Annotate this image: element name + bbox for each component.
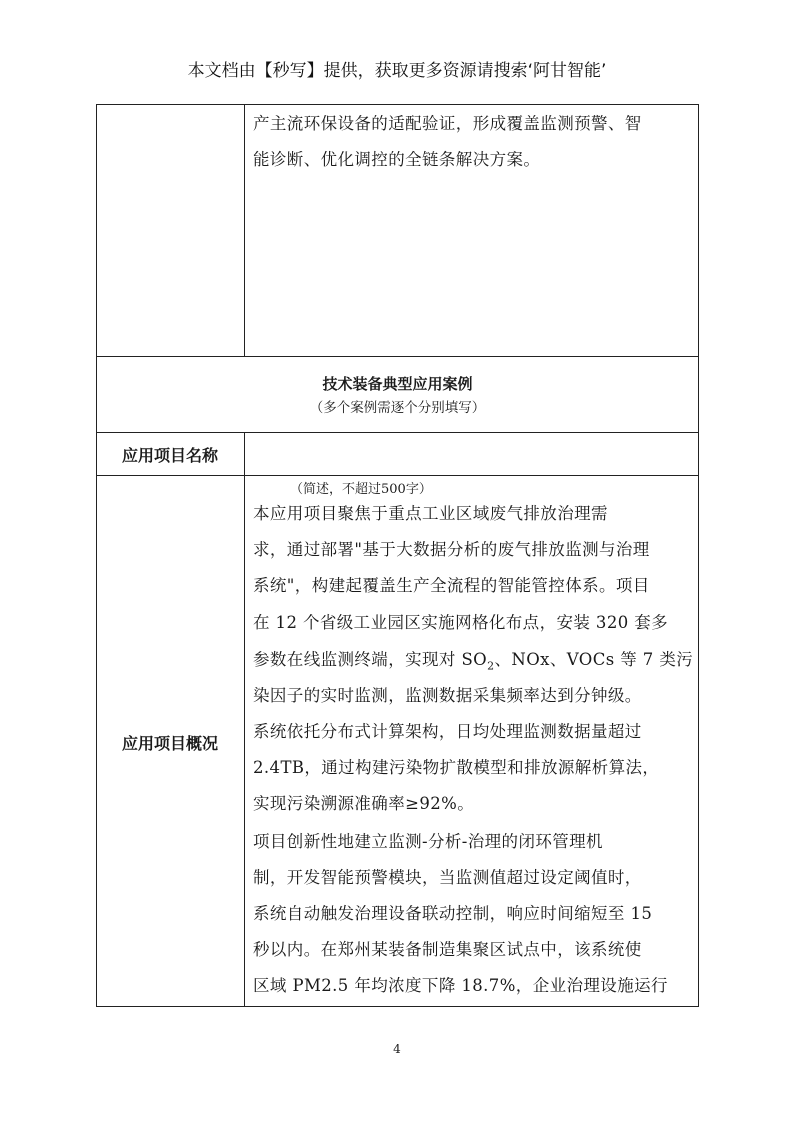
overview-line: 本应用项目聚焦于重点工业区域废气排放治理需 xyxy=(253,504,608,523)
table-border-bottom xyxy=(96,1006,699,1007)
overview-line: 项目创新性地建立监测-分析-治理的闭环管理机 xyxy=(253,832,603,851)
overview-line: 实现污染溯源准确率≥92%。 xyxy=(253,794,475,813)
section-title: 技术装备典型应用案例 xyxy=(322,375,473,393)
overview-line: 系统"，构建起覆盖生产全流程的智能管控体系。项目 xyxy=(253,576,650,595)
overview-line: 染因子的实时监测，监测数据采集频率达到分钟级。 xyxy=(253,686,642,705)
page-number: 4 xyxy=(393,1042,401,1056)
table-border xyxy=(96,356,699,357)
page-header: 本文档由【秒写】提供，获取更多资源请搜索‘阿甘智能’ xyxy=(187,61,607,81)
overview-note: （简述，不超过500字） xyxy=(290,482,432,497)
table-border xyxy=(96,432,699,433)
overview-line: 在 12 个省级工业园区实施网格化布点，安装 320 套多 xyxy=(253,613,669,632)
top-cell-line: 能诊断、优化调控的全链条解决方案。 xyxy=(253,150,541,169)
overview-line-part: 参数在线监测终端，实现对 SO xyxy=(253,650,488,669)
table-border xyxy=(96,475,699,476)
table-border-left xyxy=(96,104,97,356)
overview-label: 应用项目概况 xyxy=(121,734,218,753)
overview-line-so2 xyxy=(253,646,693,672)
top-cell-line: 产主流环保设备的适配验证，形成覆盖监测预警、智 xyxy=(253,114,642,133)
overview-line: 制，开发智能预警模块，当监测值超过设定阈值时， xyxy=(253,868,642,887)
so2-subscript: 2 xyxy=(487,659,495,673)
table-divider xyxy=(244,432,245,1006)
project-name-label: 应用项目名称 xyxy=(121,446,218,465)
overview-line: 系统自动触发治理设备联动控制，响应时间缩短至 15 xyxy=(253,904,653,923)
table-border-right xyxy=(698,104,699,1006)
section-subtitle: （多个案例需逐个分别填写） xyxy=(309,400,486,416)
overview-line-part: 、NOx、VOCs 等 7 类污 xyxy=(494,650,694,669)
overview-line: 秒以内。在郑州某装备制造集聚区试点中，该系统使 xyxy=(253,940,642,959)
table-divider xyxy=(244,104,245,356)
overview-line: 2.4TB，通过构建污染物扩散模型和排放源解析算法， xyxy=(253,758,660,777)
table-border-top xyxy=(96,104,699,105)
overview-line: 求，通过部署"基于大数据分析的废气排放监测与治理 xyxy=(253,540,650,559)
overview-line: 系统依托分布式计算架构，日均处理监测数据量超过 xyxy=(253,722,642,741)
overview-line: 区域 PM2.5 年均浓度下降 18.7%，企业治理设施运行 xyxy=(253,976,668,995)
